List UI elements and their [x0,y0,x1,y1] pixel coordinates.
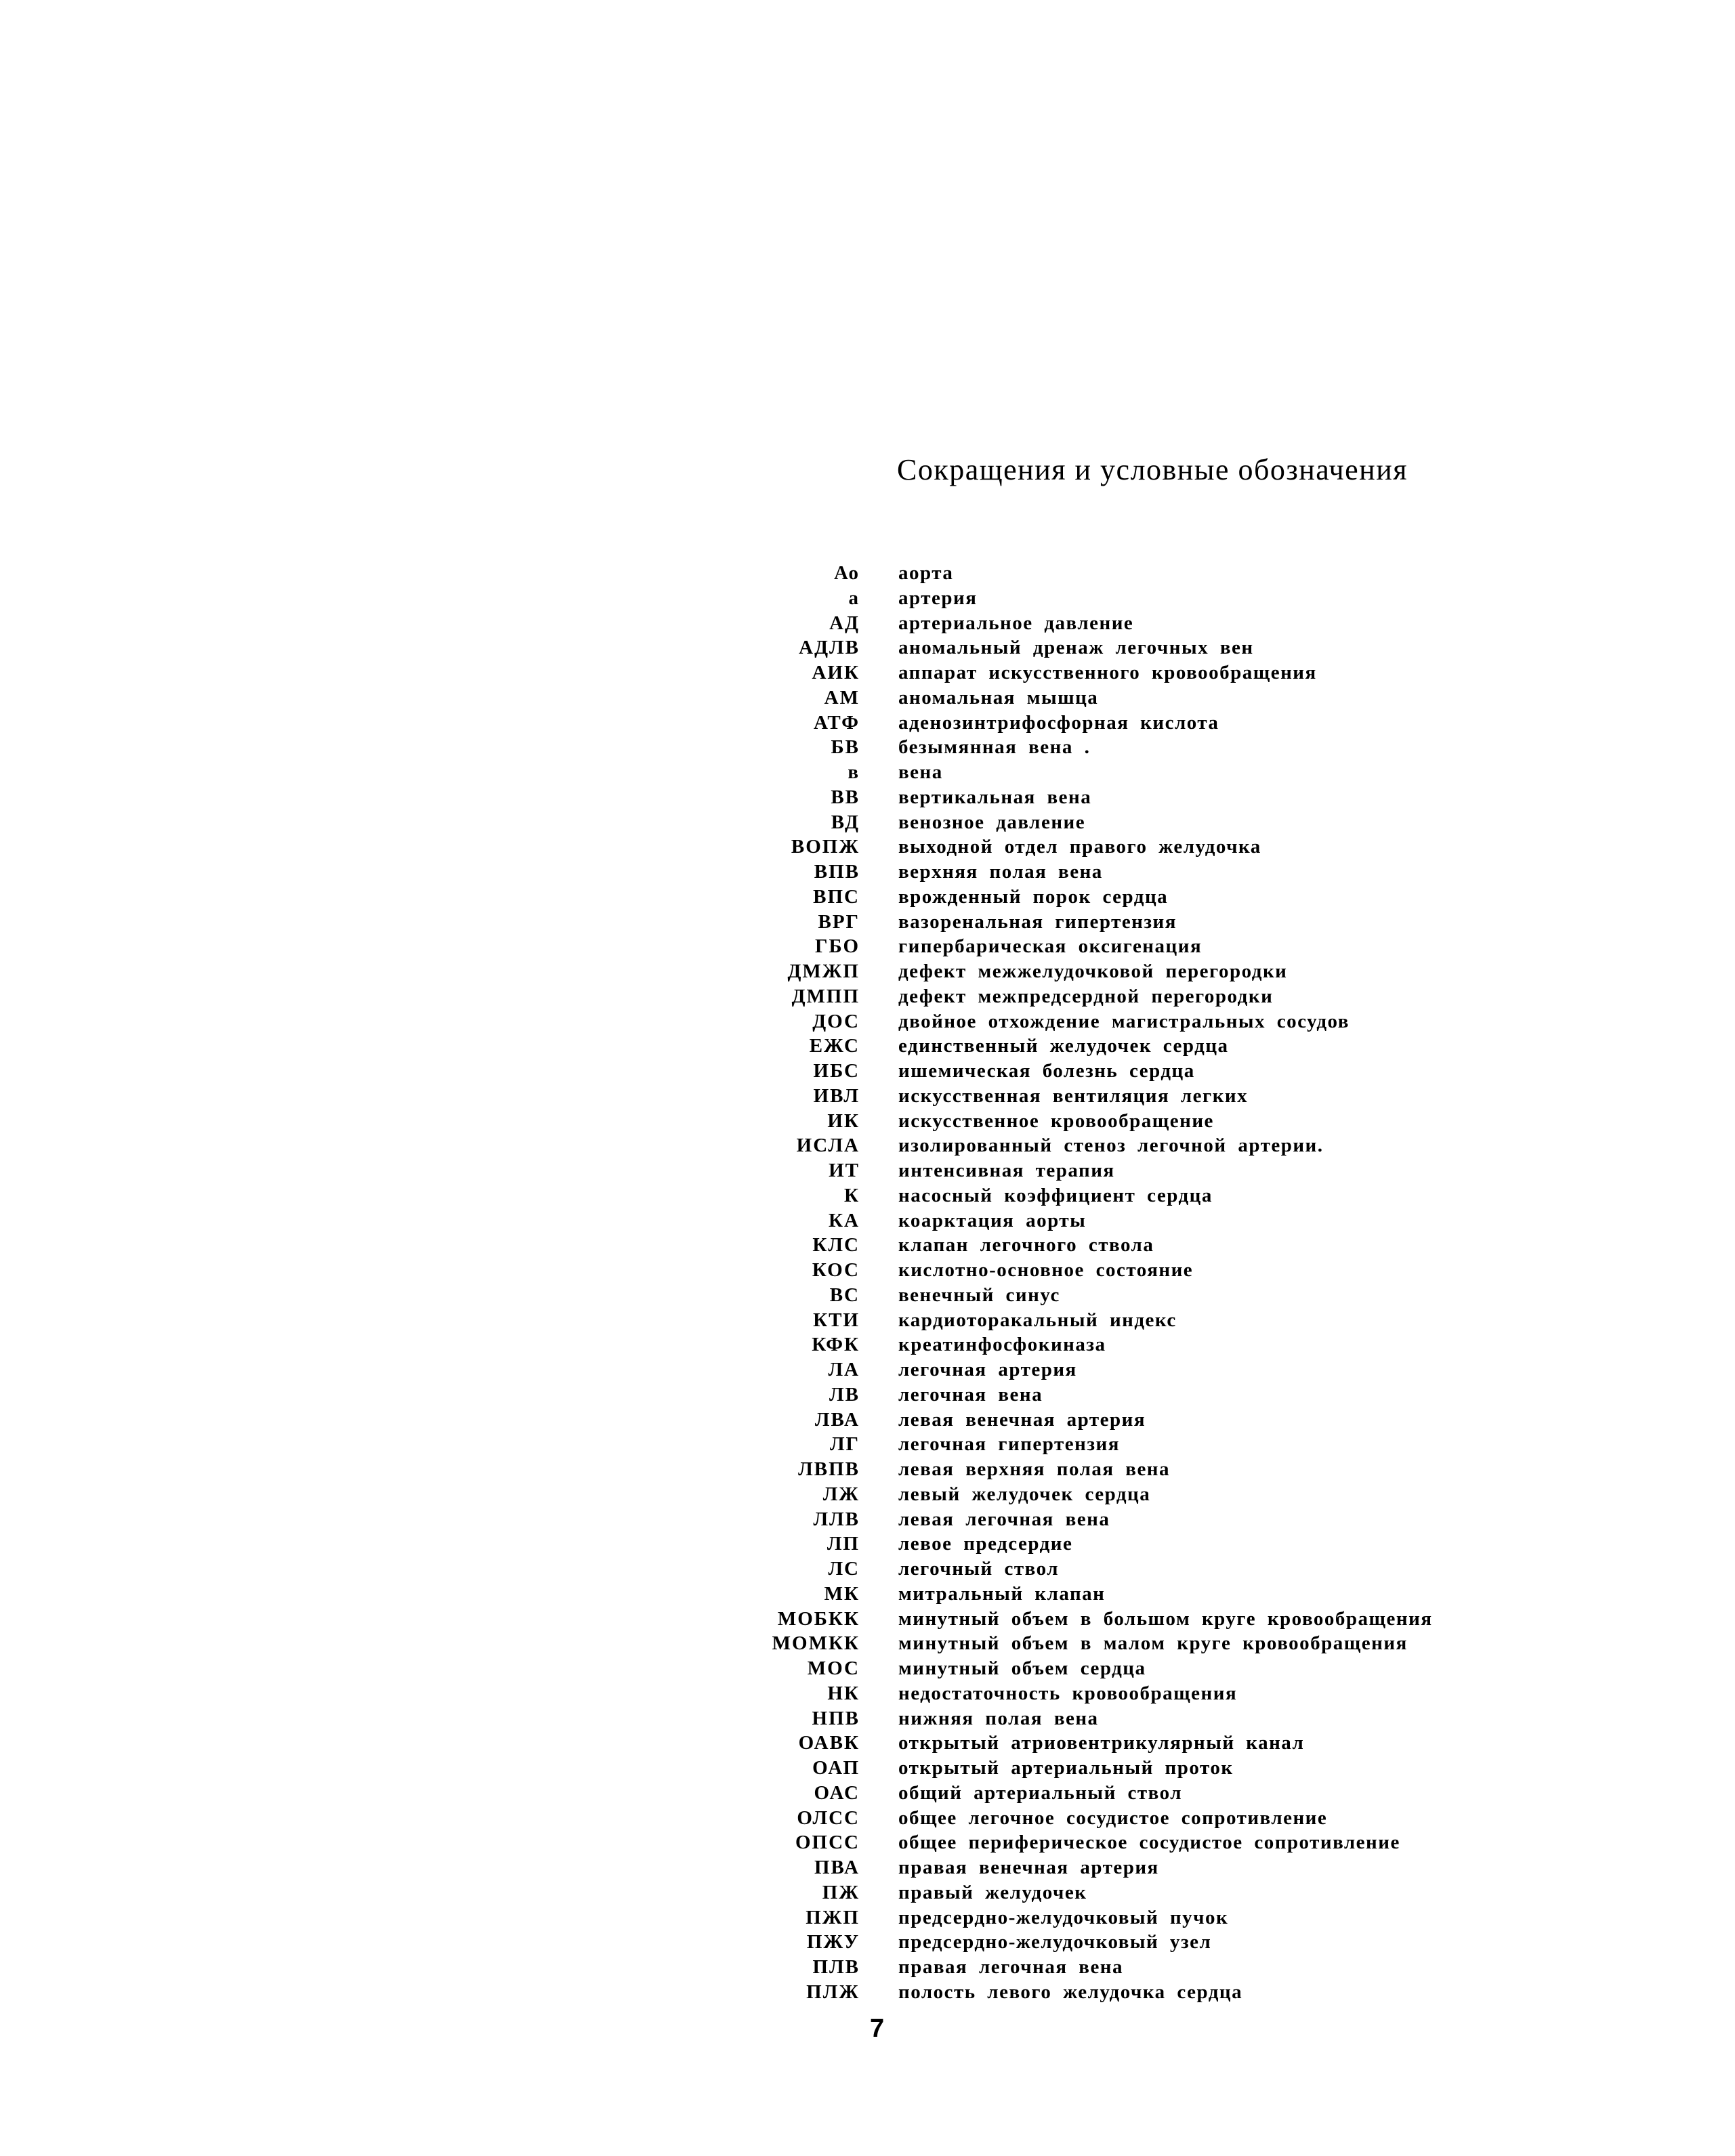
abbreviation-code: ВВ [831,786,860,808]
abbreviation-code: ПЛВ [812,1956,860,1978]
list-item [0,1059,1735,1084]
abbreviation-code: АД [829,612,860,634]
list-item [0,1880,1735,1905]
list-item [0,1133,1735,1158]
list-item [0,1557,1735,1582]
list-item [0,934,1735,959]
abbreviation-definition: минутный объем сердца [898,1657,1146,1679]
list-item [0,1408,1735,1433]
abbreviation-code: ВПВ [814,861,860,883]
abbreviation-code: а [848,587,860,609]
abbreviation-code: ОАВК [798,1732,860,1754]
list-item [0,885,1735,910]
abbreviation-definition: минутный объем в большом круге кровообращения [898,1607,1433,1630]
list-item [0,1357,1735,1382]
list-item [0,1009,1735,1034]
abbreviation-definition: креатинфосфокиназа [898,1334,1106,1356]
list-item [0,1756,1735,1781]
abbreviation-definition: общий артериальный ствол [898,1781,1182,1804]
abbreviation-definition: легочная артерия [898,1359,1077,1380]
abbreviation-code: ДОС [812,1010,860,1032]
abbreviation-definition: правая легочная вена [898,1956,1124,1978]
abbreviation-code: КТИ [813,1309,860,1331]
abbreviation-code: ПВА [814,1857,860,1878]
list-item [0,561,1735,586]
abbreviation-definition: аорта [898,562,954,584]
abbreviation-code: ЛВ [829,1383,860,1405]
abbreviation-code: МОБКК [777,1607,860,1630]
list-item [0,1482,1735,1507]
abbreviation-definition: искусственное кровообращение [898,1109,1214,1132]
abbreviation-definition: коарктация аорты [898,1209,1087,1231]
abbreviation-code: К [843,1184,860,1206]
abbreviation-definition: недостаточность кровообращения [898,1682,1238,1704]
abbreviation-definition: кардиоторакальный индекс [898,1309,1177,1331]
list-item [0,1308,1735,1333]
list-item [0,1731,1735,1756]
abbreviation-code: ВОПЖ [791,836,860,858]
abbreviation-definition: общее легочное сосудистое сопротивление [898,1806,1328,1829]
list-item [0,1208,1735,1233]
abbreviation-code: ГБО [815,935,860,958]
list-item [0,1656,1735,1681]
list-item [0,635,1735,660]
abbreviation-definition: верхняя полая вена [898,861,1103,883]
abbreviation-code: КА [829,1209,860,1231]
list-item [0,1258,1735,1283]
abbreviation-definition: нижняя полая вена [898,1707,1099,1729]
abbreviation-code: ПЖП [806,1906,860,1928]
abbreviation-definition: изолированный стеноз легочной артерии. [898,1135,1324,1157]
abbreviation-definition: клапан легочного ствола [898,1234,1154,1256]
abbreviation-definition: гипербарическая оксигенация [898,935,1203,958]
abbreviation-code: ЛП [827,1533,860,1555]
abbreviation-code: ЕЖС [809,1035,860,1057]
abbreviation-code: ВД [831,811,860,833]
abbreviation-code: ИСЛА [796,1135,860,1157]
abbreviation-definition: безымянная вена . [898,736,1091,759]
list-item [0,1607,1735,1632]
abbreviation-code: ВПС [813,885,860,908]
abbreviation-definition: дефект межпредсердной перегородки [898,985,1274,1007]
list-item [0,711,1735,736]
list-item [0,586,1735,611]
abbreviation-definition: ишемическая болезнь сердца [898,1060,1195,1082]
abbreviation-code: Ао [834,562,860,584]
abbreviation-definition: кислотно-основное состояние [898,1259,1194,1281]
abbreviation-definition: единственный желудочек сердца [898,1035,1229,1057]
list-item [0,1855,1735,1880]
abbreviation-definition: легочный ствол [898,1558,1059,1580]
abbreviation-definition: правая венечная артерия [898,1857,1159,1878]
list-item [0,1109,1735,1134]
list-item [0,660,1735,685]
list-item [0,1955,1735,1980]
abbreviation-definition: вертикальная вена [898,786,1092,808]
list-item [0,1507,1735,1532]
abbreviation-definition: артериальное давление [898,612,1134,634]
list-item [0,1582,1735,1607]
abbreviation-definition: венозное давление [898,811,1086,833]
abbreviation-code: АИК [812,662,860,683]
list-item [0,1905,1735,1930]
abbreviation-code: в [848,761,860,783]
abbreviation-definition: открытый атриовентрикулярный канал [898,1732,1305,1754]
list-item [0,611,1735,636]
abbreviation-definition: минутный объем в малом круге кровообращения [898,1632,1408,1655]
abbreviation-code: БВ [831,736,860,759]
abbreviation-definition: легочная гипертензия [898,1433,1120,1456]
list-item [0,860,1735,885]
list-item [0,1457,1735,1482]
list-item [0,1382,1735,1408]
list-item [0,685,1735,711]
list-item [0,910,1735,935]
abbreviation-code: МОМКК [772,1632,860,1655]
abbreviation-definition: венечный синус [898,1284,1060,1306]
list-item [0,735,1735,760]
abbreviation-definition: аденозинтрифосфорная кислота [898,711,1219,734]
abbreviation-code: ПЖ [822,1881,860,1903]
list-item [0,810,1735,835]
abbreviation-code: ОЛСС [797,1806,860,1829]
list-item [0,785,1735,810]
list-item [0,1531,1735,1557]
abbreviation-definition: выходной отдел правого желудочка [898,836,1261,858]
abbreviation-code: ПЛЖ [806,1981,860,2003]
abbreviation-definition: вена [898,761,943,783]
abbreviation-definition: полость левого желудочка сердца [898,1981,1243,2003]
abbreviation-code: ИБС [813,1060,860,1082]
abbreviation-definition: правый желудочек [898,1881,1087,1903]
abbreviation-code: ЛА [828,1359,860,1380]
abbreviation-code: КФК [812,1334,860,1356]
list-item [0,1706,1735,1731]
list-item [0,1432,1735,1457]
list-item [0,1980,1735,2005]
abbreviation-code: ЛВПВ [798,1458,860,1480]
page-title: Сокращения и условные обозначения [897,453,1408,486]
list-item [0,1283,1735,1308]
abbreviation-code: ЛС [828,1558,860,1580]
abbreviation-definition: насосный коэффициент сердца [898,1184,1213,1206]
abbreviation-code: ДМПП [791,985,860,1007]
list-item [0,1806,1735,1831]
abbreviation-definition: аппарат искусственного кровообращения [898,662,1317,683]
list-item [0,1233,1735,1258]
abbreviation-definition: аномальный дренаж легочных вен [898,637,1254,659]
abbreviation-definition: общее периферическое сосудистое сопротивление [898,1832,1400,1854]
abbreviation-code: ЛЛВ [813,1508,860,1530]
abbreviation-definition: предсердно-желудочковый узел [898,1931,1212,1953]
abbreviation-code: МОС [807,1657,860,1679]
abbreviation-definition: врожденный порок сердца [898,885,1169,908]
abbreviation-definition: интенсивная терапия [898,1160,1115,1181]
list-item [0,959,1735,984]
abbreviation-code: ЛВА [814,1408,860,1431]
abbreviation-definition: искусственная вентиляция легких [898,1084,1249,1107]
abbreviation-definition: дефект межжелудочковой перегородки [898,960,1288,982]
list-item [0,984,1735,1009]
list-item [0,1034,1735,1059]
abbreviation-code: ИВЛ [813,1084,860,1107]
abbreviation-definition: левое предсердие [898,1533,1073,1555]
abbreviation-code: ВС [829,1284,860,1306]
abbreviation-definition: левая верхняя полая вена [898,1458,1171,1480]
list-item [0,1930,1735,1955]
abbreviation-code: ПЖУ [806,1931,860,1953]
list-item [0,1183,1735,1208]
abbreviation-code: КОС [812,1259,860,1281]
abbreviation-definition: вазоренальная гипертензия [898,910,1177,933]
abbreviation-code: АДЛВ [799,637,860,659]
abbreviation-code: КЛС [812,1234,860,1256]
list-item [0,1631,1735,1656]
list-item [0,760,1735,785]
abbreviation-code: ОАС [814,1781,860,1804]
abbreviation-definition: аномальная мышца [898,686,1099,709]
abbreviation-code: ЛГ [829,1433,860,1456]
abbreviation-code: НПВ [812,1707,860,1729]
abbreviation-definition: предсердно-желудочковый пучок [898,1906,1229,1928]
list-item [0,1830,1735,1855]
abbreviation-definition: артерия [898,587,978,609]
abbreviation-definition: легочная вена [898,1383,1043,1405]
abbreviation-code: ИК [827,1109,860,1132]
abbreviation-code: ВРГ [818,910,860,933]
abbreviation-code: ОАП [812,1757,860,1779]
abbreviation-definition: открытый артериальный проток [898,1757,1234,1779]
abbreviation-definition: митральный клапан [898,1582,1106,1605]
abbreviation-code: НК [827,1682,860,1704]
abbreviation-definition: двойное отхождение магистральных сосудов [898,1010,1350,1032]
page-number: 7 [870,2014,885,2043]
list-item [0,1332,1735,1357]
abbreviation-definition: левая легочная вена [898,1508,1110,1530]
list-item [0,834,1735,860]
abbreviation-code: ОПСС [795,1832,860,1854]
list-item [0,1158,1735,1183]
list-item [0,1781,1735,1806]
abbreviation-code: ЛЖ [822,1483,860,1505]
list-item [0,1681,1735,1706]
abbreviation-code: ДМЖП [787,960,860,982]
list-item [0,1084,1735,1109]
abbreviation-code: ИТ [829,1160,860,1181]
abbreviation-definition: левая венечная артерия [898,1408,1146,1431]
abbreviation-code: АТФ [813,711,860,734]
abbreviation-code: АМ [824,686,860,709]
abbreviation-definition: левый желудочек сердца [898,1483,1151,1505]
abbreviation-code: МК [824,1582,860,1605]
